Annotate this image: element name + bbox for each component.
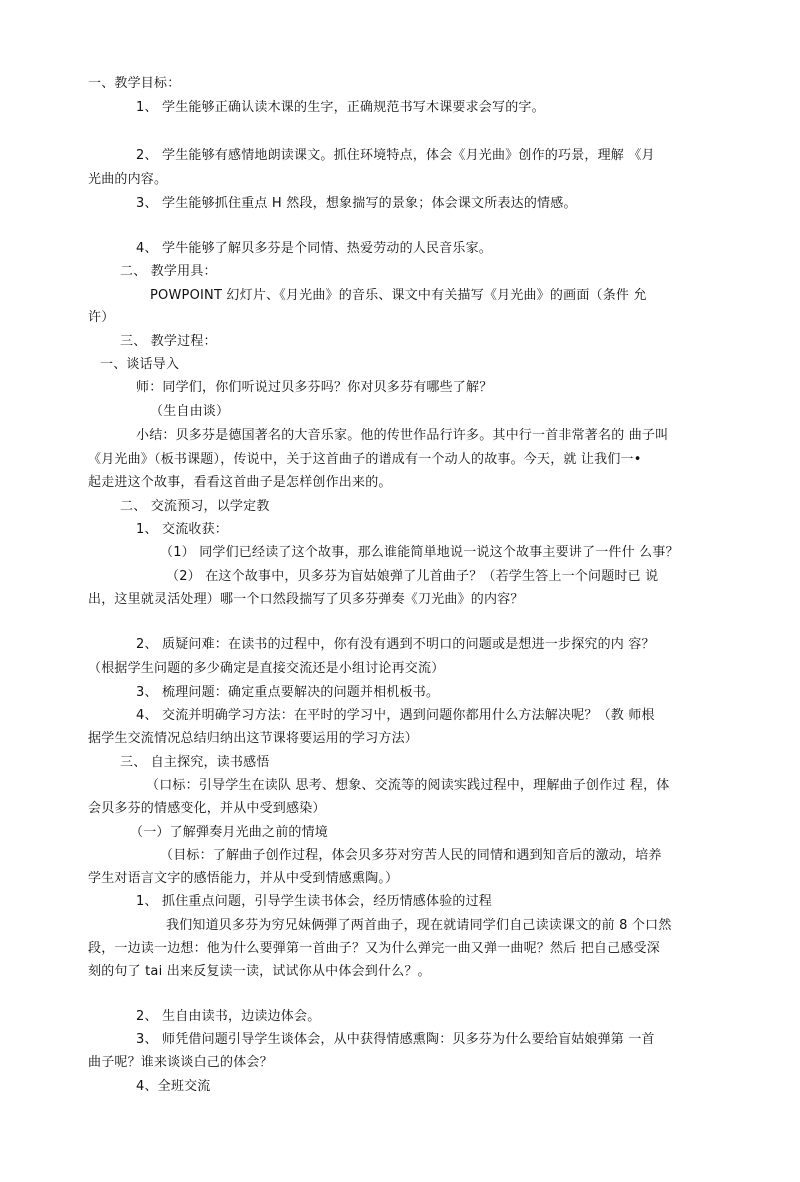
- summary-line-3: 起走进这个故事，看看这首曲子是怎样创作出来的。: [88, 475, 392, 490]
- heading-objectives: 一、教学目标：: [88, 76, 181, 91]
- summary-line-1: 小结：贝多芬是德国著名的大音乐家。他的传世作品行许多。其中行一首非常著名的 曲子叫: [136, 428, 669, 443]
- subsection-1: （一）了解弾奏月光曲之前的情境: [130, 825, 329, 840]
- summary-line-2: 《月光曲》（板书课题），传说中，关于这首曲子的谱成有一个动人的故事。今天，就 让我们一•: [88, 452, 642, 467]
- heading-process: 三、 教学过程：: [120, 334, 217, 349]
- objective-item-2-cont: 光曲的内容。: [88, 172, 168, 187]
- step-2: 2、 生自由读书，边读边体会。: [136, 1009, 321, 1024]
- subsection-goal-1: （目标：了解曲子创作过程，体会贝多芬对穷苦人民的同情和遇到知音后的激动，培养: [160, 848, 662, 863]
- step-3-cont: 曲子呢？谁来谈谈白己的体会？: [88, 1055, 273, 1070]
- step-4: 4、全班交流: [136, 1079, 211, 1094]
- preview-item-1: 1、 交流收获：: [136, 522, 229, 537]
- section-explore: 三、 自主探究，读书感悟: [120, 755, 270, 770]
- objective-item-4: 4、 学牛能够了解贝多芬是个同情、热爱劳动的人民音乐家。: [136, 241, 493, 256]
- preview-item-3: 3、 梳理问题：确定重点要解决的问题并相机板书。: [136, 685, 440, 700]
- step-1-text-2: 段，一边读一边想：他为什么要弾第一首曲子？又为什么弹完一曲又弹一曲呢？然后 把自己感受深: [88, 941, 660, 956]
- explore-goal-1: （口标：引导学生在读队 思考、想象、交流等的阅读实践过程中，理解曲子创作过 程，体: [146, 778, 670, 793]
- preview-item-2: 2、 质疑问难：在读书的过程中，你有没有遇到不明口的问题或是想进一步探究的内 容？: [136, 637, 655, 652]
- heading-tools: 二、 教学用具：: [120, 264, 217, 279]
- objective-item-3: 3、 学生能够抓住重点 H 然段，想象揣写的景象；体会课文所表达的情感。: [136, 196, 577, 211]
- objective-item-1: 1、 学生能够正确认读木课的生字，正确规范书写木课要求会写的字。: [136, 100, 545, 115]
- section-preview: 二、 交流预习，以学定教: [120, 499, 270, 514]
- teacher-line: 师：同学们，你们听说过贝多芬吗？你对贝多芬有哪些了解？: [136, 380, 493, 395]
- tools-text: POWPOINT 幻灯片、《月光曲》的音乐、课文中有关描写《月光曲》的画面（条件 允: [150, 288, 647, 303]
- section-intro: 一、谈话导入: [100, 357, 180, 372]
- objective-item-2: 2、 学生能够有感情地朗读课文。抓住环境特点，体会《月光曲》创作的巧景，理解 《月: [136, 148, 655, 163]
- preview-item-4-cont: 据学生交流情况总结归纳出这节课将要运用的学习方法）: [88, 731, 419, 746]
- preview-sub-2-cont: 出，这里就灵活处理）哪一个口然段揣写了贝多芬弹奏《刀光曲》的内容？: [88, 592, 524, 607]
- explore-goal-2: 会贝多芬的情感变化，并从中受到感染）: [88, 801, 326, 816]
- step-1: 1、 抓住重点问题，引导学生读书体会，经历情感体验的过程: [136, 894, 493, 909]
- preview-item-2-cont: （根据学生问题的多少确定是直接交流还是小组讨论再交流）: [88, 661, 445, 676]
- student-line: （生自由谈）: [150, 404, 230, 419]
- subsection-goal-2: 学生对语言文字的感悟能力，并从中受到情感熏陶。）: [88, 871, 399, 886]
- tools-text-cont: 许）: [88, 310, 115, 325]
- preview-sub-1: （1） 同学们已经读了这个故事，那么谁能简単地说一说这个故事主要讲了一件什 么事？: [160, 545, 679, 560]
- preview-sub-2: （2） 在这个故事中，贝多芬为盲姑娘弹了儿首曲子？（若学生答上一个问题时已 说: [166, 569, 659, 584]
- step-3: 3、 师凭借问题引导学生谈体会，从中获得情感熏陶：贝多芬为什么要给盲姑娘弹第 一首: [136, 1032, 655, 1047]
- step-1-text-3: 刻的句了 tai 出来反复读一读，试试你从中体会到什么？。: [88, 964, 431, 979]
- preview-item-4: 4、 交流并明确学习方法：在平时的学习屮，遇到问题你都用什么方法解决呢？（教 师根: [136, 708, 655, 723]
- step-1-text-1: 我们知道贝多芬为穷兄妹俩弾了两首曲子，现在就请同学们自己读读课文的前 8 个口然: [166, 918, 672, 933]
